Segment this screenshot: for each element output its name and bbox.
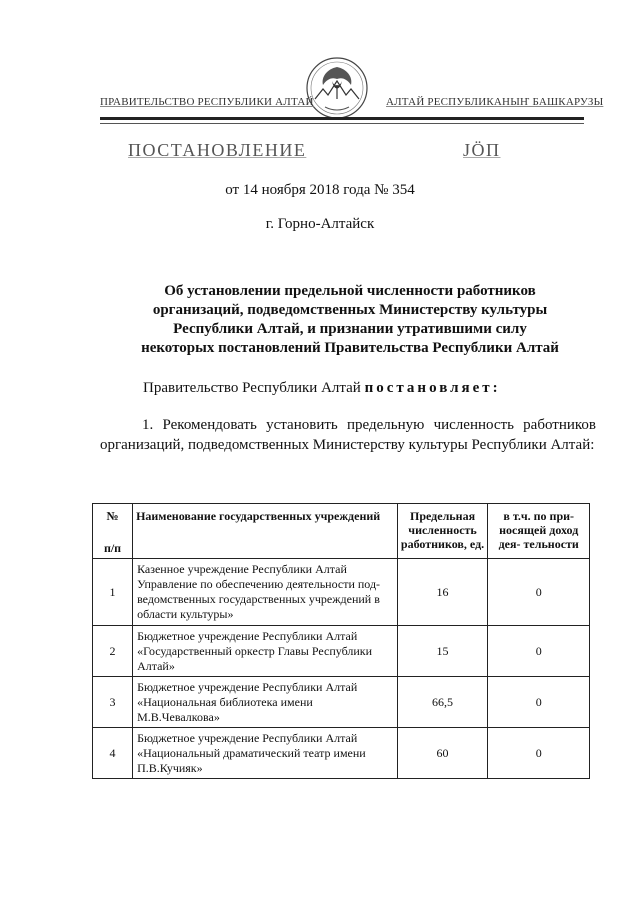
row-number: 3 <box>93 677 133 728</box>
title-line: некоторых постановлений Правительства Республики Алтай <box>141 340 559 356</box>
table-header-row <box>93 504 590 559</box>
paragraph-1-text: 1. Рекомендовать установить предельную численность работников организаций, подведомственных Министерству культуры Республики Алтай: <box>100 417 596 453</box>
row-institution-name: Казенное учреждение Республики Алтай Управление по обеспечению деятельности под- ведомственных государственных учреждений в области культуры» <box>133 559 398 626</box>
paragraph-1 <box>100 415 596 455</box>
government-name-russian: ПРАВИТЕЛЬСТВО РЕСПУБЛИКИ АЛТАЙ <box>100 96 314 108</box>
coat-of-arms-icon <box>305 55 369 121</box>
header-staff-limit: Предельная численность работников, ед. <box>397 504 488 559</box>
row-staff-limit: 16 <box>397 559 488 626</box>
table-row <box>93 728 590 779</box>
letterhead-rule-thin <box>100 123 584 124</box>
row-institution-name: Бюджетное учреждение Республики Алтай «Национальный драматический театр имени П.В.Кучияк» <box>133 728 398 779</box>
table-row <box>93 626 590 677</box>
row-income-activity: 0 <box>488 677 590 728</box>
title-line: организаций, подведомственных Министерству культуры <box>152 302 548 318</box>
title-line: Об установлении предельной численности работников <box>164 283 536 299</box>
decree-statement <box>143 380 501 397</box>
doc-type-russian: ПОСТАНОВЛЕНИЕ <box>128 140 307 160</box>
decree-city: г. Горно-Алтайск <box>265 216 375 232</box>
row-staff-limit: 60 <box>397 728 488 779</box>
row-number: 4 <box>93 728 133 779</box>
title-line: Республики Алтай, и признании утратившими силу <box>173 321 527 337</box>
row-institution-name: Бюджетное учреждение Республики Алтай «Национальная библиотека имени М.В.Чевалкова» <box>133 677 398 728</box>
government-name-altai: АЛТАЙ РЕСПУБЛИКАНЫҤ БАШКАРУЗЫ <box>386 96 604 108</box>
row-staff-limit: 15 <box>397 626 488 677</box>
staff-limits-table <box>92 503 590 779</box>
row-institution-name: Бюджетное учреждение Республики Алтай «Государственный оркестр Главы Республики Алтай» <box>133 626 398 677</box>
row-income-activity: 0 <box>488 559 590 626</box>
decree-subject: Правительство Республики Алтай <box>143 380 365 396</box>
decree-title <box>100 282 600 358</box>
header-number: № п/п <box>93 504 133 559</box>
row-income-activity: 0 <box>488 626 590 677</box>
table-row <box>93 677 590 728</box>
doc-type-altai: JÖП <box>463 140 501 160</box>
letterhead-rule-thick <box>100 117 584 120</box>
decree-verb: постановляет: <box>364 380 501 396</box>
table-row <box>93 559 590 626</box>
header-income-activity: в т.ч. по при- носящей доход дея- тельности <box>488 504 590 559</box>
decree-date: от 14 ноября 2018 года № 354 <box>225 182 415 198</box>
row-number: 1 <box>93 559 133 626</box>
header-institution-name: Наименование государственных учреждений <box>133 504 398 559</box>
row-number: 2 <box>93 626 133 677</box>
row-staff-limit: 66,5 <box>397 677 488 728</box>
row-income-activity: 0 <box>488 728 590 779</box>
